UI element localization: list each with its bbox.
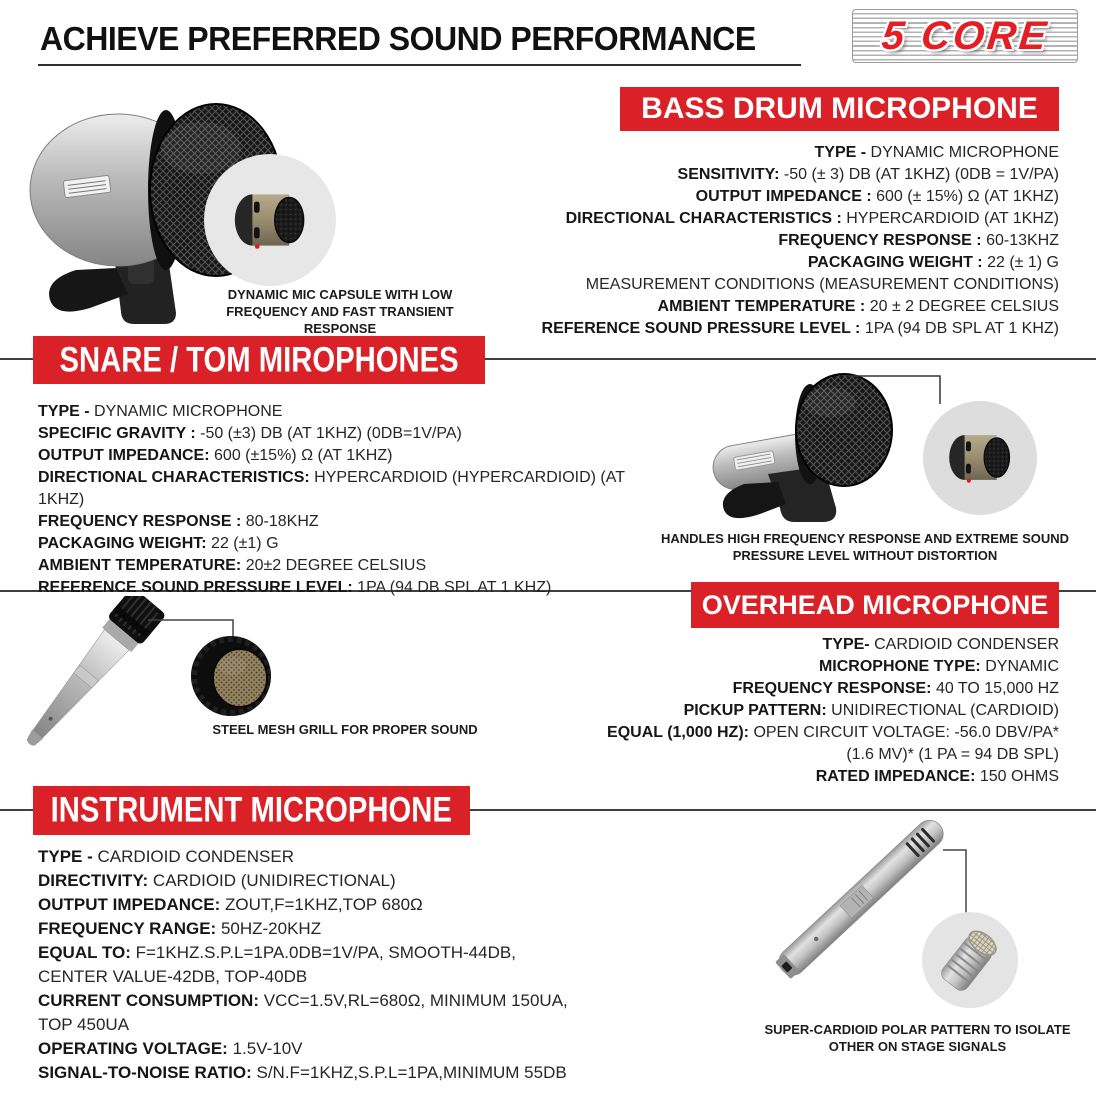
spec-label: DIRECTIVITY: (38, 871, 149, 890)
spec-label: FREQUENCY RESPONSE : (778, 232, 982, 249)
spec-label: TYPE - (38, 403, 90, 420)
spec-row (38, 423, 663, 445)
caption-steel-mesh: STEEL MESH GRILL FOR PROPER SOUND (212, 722, 478, 737)
spec-row (499, 208, 1059, 230)
spec-value: UNIDIRECTIONAL (CARDIOID) (831, 702, 1059, 719)
spec-label: DIRECTIONAL CHARACTERISTICS: (38, 469, 310, 486)
spec-value: ZOUT,F=1KHZ,TOP 680Ω (225, 895, 423, 914)
section-banner-overhead (691, 582, 1059, 628)
spec-value: 600 (± 15%) Ω (AT 1KHZ) (876, 188, 1059, 205)
spec-row (38, 893, 583, 917)
spec-value: 1PA (94 DB SPL AT 1 KHZ) (864, 320, 1059, 337)
spec-label: DIRECTIONAL CHARACTERISTICS : (565, 210, 842, 227)
spec-row (579, 722, 1059, 766)
section-title: OVERHEAD MICROPHONE (701, 589, 1049, 620)
spec-label: SIGNAL-TO-NOISE RATIO: (38, 1063, 252, 1082)
spec-value: DYNAMIC MICROPHONE (94, 403, 283, 420)
caption-super-cardioid: SUPER-CARDIOID POLAR PATTERN TO ISOLATE OTHER ON STAGE SIGNALS (764, 1022, 1071, 1054)
spec-value: 22 (±1) G (211, 535, 279, 552)
caption-snare-handling: HANDLES HIGH FREQUENCY RESPONSE AND EXTREME SOUND PRESSURE LEVEL WITHOUT DISTORTION (660, 531, 1070, 563)
spec-label: OUTPUT IMPEDANCE: (38, 447, 210, 464)
spec-value: -50 (± 3) DB (AT 1KHZ) (0DB = 1V/PA) (783, 166, 1059, 183)
spec-value: 80-18KHZ (245, 513, 319, 530)
spec-value: 1PA (94 DB SPL AT 1 KHZ) (357, 579, 552, 596)
spec-row (38, 401, 663, 423)
section-title: SNARE / TOM MIROPHONES (59, 339, 459, 380)
spec-row (579, 700, 1059, 722)
caption-bass-capsule: DYNAMIC MIC CAPSULE WITH LOW FREQUENCY AND FAST TRANSIENT RESPONSE (226, 287, 454, 336)
spec-label: EQUAL TO: (38, 943, 131, 962)
spec-value: HYPERCARDIOID (AT 1KHZ) (846, 210, 1059, 227)
spec-row (38, 845, 583, 869)
spec-row (38, 869, 583, 893)
steel-mesh-grill-detail (191, 636, 271, 716)
spec-row (499, 252, 1059, 274)
spec-value: CARDIOID (UNIDIRECTIONAL) (152, 871, 396, 890)
spec-label: CURRENT CONSUMPTION: (38, 991, 259, 1010)
spec-label: PACKAGING WEIGHT : (807, 254, 983, 271)
spec-value: 22 (± 1) G (987, 254, 1059, 271)
spec-value: CARDIOID CONDENSER (97, 847, 294, 866)
spec-row (38, 917, 583, 941)
spec-label: FREQUENCY RESPONSE : (38, 513, 242, 530)
spec-value: DYNAMIC MICROPHONE (870, 144, 1059, 161)
spec-row (38, 511, 663, 533)
brand-logo-text: 5 CORE (879, 13, 1051, 58)
spec-value: 40 TO 15,000 HZ (935, 680, 1059, 697)
instrument-specs (38, 845, 583, 1085)
spec-label: AMBIENT TEMPERATURE : (657, 298, 866, 315)
spec-label: OUTPUT IMPEDANCE: (38, 895, 221, 914)
spec-row (579, 678, 1059, 700)
spec-value: 20±2 DEGREE CELSIUS (245, 557, 427, 574)
spec-value: -50 (±3) DB (AT 1KHZ) (0DB=1V/PA) (200, 425, 462, 442)
spec-value: VCC=1.5V,RL=680Ω, MINIMUM 150UA, TOP 450UA (38, 991, 568, 1034)
spec-label: AMBIENT TEMPERATURE: (38, 557, 242, 574)
spec-label: FREQUENCY RESPONSE: (732, 680, 932, 697)
spec-value: F=1KHZ.S.P.L=1PA.0DB=1V/PA, SMOOTH-44DB, CENTER VALUE-42DB, TOP-40DB (38, 943, 516, 986)
spec-row (499, 186, 1059, 208)
page-title: ACHIEVE PREFERRED SOUND PERFORMANCE (40, 20, 756, 57)
spec-label: TYPE- (822, 636, 870, 653)
spec-value: CARDIOID CONDENSER (874, 636, 1059, 653)
spec-label: REFERENCE SOUND PRESSURE LEVEL : (541, 320, 861, 337)
snare-tom-mic-photo (698, 356, 1094, 528)
instrument-pencil-mic-photo (733, 818, 1095, 1036)
spec-row (579, 634, 1059, 656)
spec-row (579, 656, 1059, 678)
section-banner-bass-drum (620, 87, 1059, 131)
overhead-mic-photo (20, 596, 490, 778)
spec-value: 60-13KHZ (986, 232, 1059, 249)
spec-value: 20 ± 2 DEGREE CELSIUS (869, 298, 1059, 315)
spec-value: OPEN CIRCUIT VOLTAGE: -56.0 DBV/PA* (1.6 MV)* (1 PA = 94 DB SPL) (753, 724, 1059, 763)
spec-row (499, 142, 1059, 164)
spec-value: 50HZ-20KHZ (220, 919, 322, 938)
spec-row (499, 318, 1059, 340)
spec-row (38, 1037, 583, 1061)
section-title: BASS DRUM MICROPHONE (641, 92, 1038, 125)
spec-label: PACKAGING WEIGHT: (38, 535, 207, 552)
spec-label: TYPE - (814, 144, 867, 161)
spec-value: 1.5V-10V (232, 1039, 303, 1058)
section-title: INSTRUMENT MICROPHONE (50, 790, 453, 830)
spec-label: TYPE - (38, 847, 93, 866)
spec-row (38, 989, 583, 1037)
spec-value: MEASUREMENT CONDITIONS (MEASUREMENT CONDITIONS) (585, 276, 1059, 293)
spec-label: FREQUENCY RANGE: (38, 919, 217, 938)
spec-value: DYNAMIC (985, 658, 1059, 675)
spec-value: 600 (±15%) Ω (AT 1KHZ) (214, 447, 393, 464)
spec-label: RATED IMPEDANCE: (815, 768, 976, 785)
spec-label: REFERENCE SOUND PRESSURE LEVEL: (38, 579, 353, 596)
spec-row (38, 467, 663, 511)
title-underline (38, 64, 801, 66)
spec-row (499, 296, 1059, 318)
section-banner-instrument (33, 786, 470, 835)
spec-row (499, 274, 1059, 296)
spec-label: PICKUP PATTERN: (683, 702, 827, 719)
spec-label: OPERATING VOLTAGE: (38, 1039, 228, 1058)
spec-label: MICROPHONE TYPE: (818, 658, 981, 675)
spec-row (499, 164, 1059, 186)
overhead-specs (579, 634, 1059, 788)
spec-row (38, 1061, 583, 1085)
spec-label: SPECIFIC GRAVITY : (38, 425, 196, 442)
section-banner-snare-tom (33, 336, 485, 384)
spec-value: HYPERCARDIOID (HYPERCARDIOID) (AT 1KHZ) (38, 469, 625, 508)
spec-row (38, 941, 583, 989)
spec-value: 150 OHMS (979, 768, 1059, 785)
spec-label: EQUAL (1,000 HZ): (607, 724, 749, 741)
mic-capsule-detail (949, 435, 1009, 483)
snare-tom-specs (38, 401, 663, 599)
spec-row (579, 766, 1059, 788)
spec-row (38, 555, 663, 577)
brand-logo (852, 9, 1078, 63)
spec-label: OUTPUT IMPEDANCE : (695, 188, 872, 205)
spec-label: SENSITIVITY: (677, 166, 780, 183)
spec-row (38, 445, 663, 467)
spec-row (38, 533, 663, 555)
spec-value: S/N.F=1KHZ,S.P.L=1PA,MINIMUM 55DB (256, 1063, 567, 1082)
spec-row (499, 230, 1059, 252)
bass-drum-specs (499, 142, 1059, 340)
mic-capsule-detail (235, 194, 304, 248)
